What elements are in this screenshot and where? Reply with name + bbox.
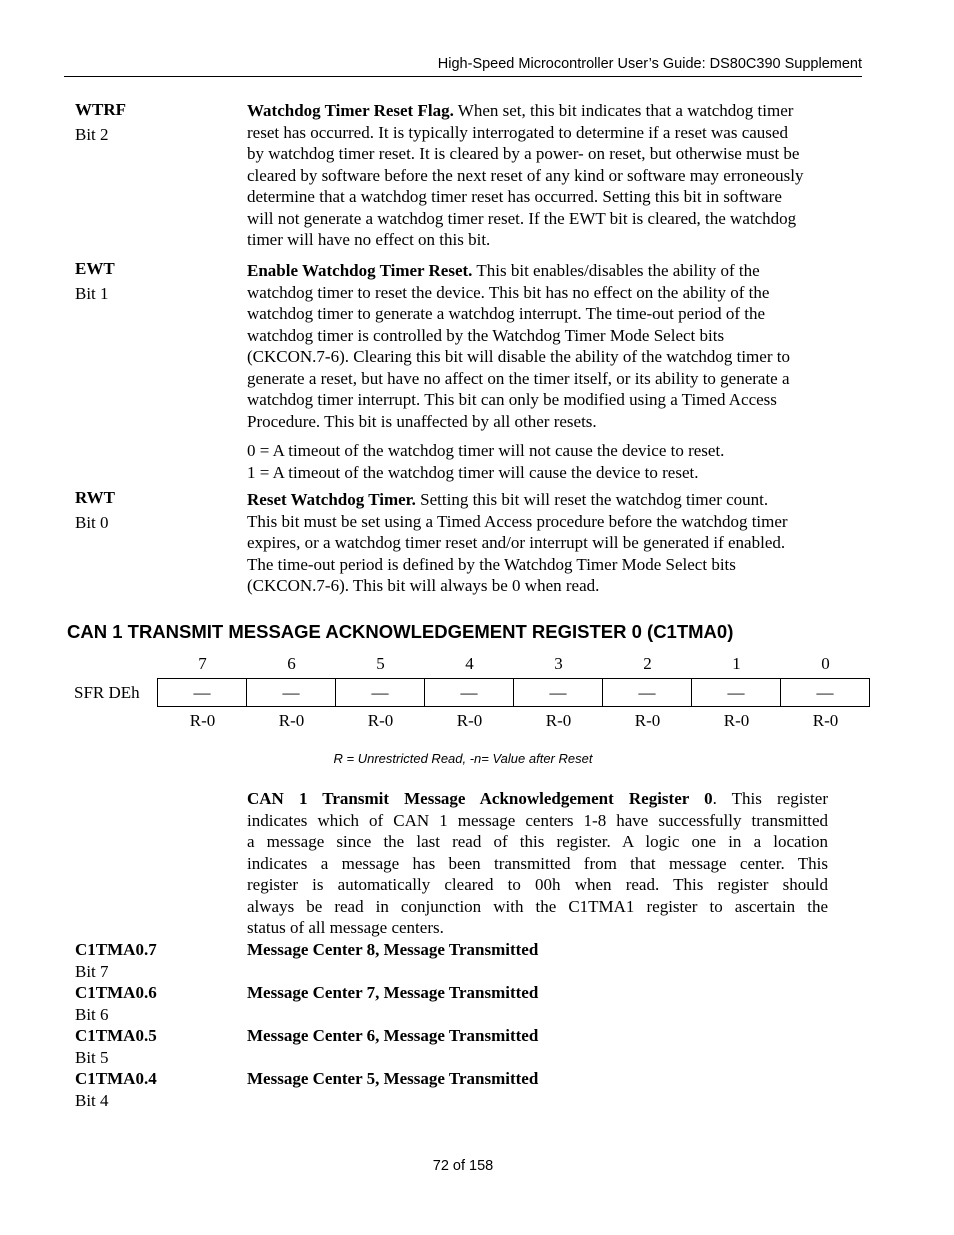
desc-line: The time-out period is defined by the Watchdog Timer Mode Select bits: [247, 554, 736, 574]
bit-name: EWT: [75, 259, 115, 278]
desc-line: This bit enables/disables the ability of the: [472, 261, 760, 280]
register-cell: —: [513, 679, 602, 706]
mc-name: C1TMA0.7: [75, 940, 157, 959]
desc-line: indicates a message has been transmitted from that message center. This: [247, 853, 828, 873]
desc-line: watchdog timer to generate a watchdog interrupt. The time-out period of the: [247, 304, 766, 323]
reset-value: R-0: [545, 711, 572, 730]
reset-value: R-0: [634, 711, 661, 730]
bit-number-3: 3: [554, 654, 563, 673]
bit-description: [247, 489, 863, 597]
desc-line: register is automatically cleared to 00h when read. This register should: [247, 875, 828, 894]
mc-name: C1TMA0.5: [75, 1026, 157, 1045]
bit-number-4: 4: [465, 654, 474, 673]
desc-line: determine that a watchdog timer reset has occurred. Setting this bit in software: [247, 187, 782, 206]
page-footer: [0, 1158, 954, 1174]
register-cell: —: [335, 679, 424, 706]
page-header: [64, 53, 862, 77]
bit-label: [75, 97, 235, 147]
desc-line: Setting this bit will reset the watchdog timer count.: [415, 490, 769, 509]
bit-title: Watchdog Timer Reset Flag.: [247, 101, 454, 120]
desc-line: by watchdog timer reset. It is cleared by a power- on reset, but otherwise must be: [247, 144, 800, 163]
register-cell: —: [691, 679, 780, 706]
desc-line: watchdog timer interrupt. This bit can only be modified using a Timed Access: [247, 390, 777, 409]
reset-value: R-0: [278, 711, 305, 730]
reset-value: R-0: [723, 711, 750, 730]
desc-line: Procedure. This bit is unaffected by all other resets.: [247, 411, 597, 431]
mc-name: C1TMA0.4: [75, 1069, 157, 1088]
mc-bit: Bit 4: [75, 1090, 109, 1110]
bit-label: [75, 485, 235, 535]
mc-desc: Message Center 7, Message Transmitted: [247, 983, 539, 1002]
desc-line: generate a reset, but have no affect on the timer itself, or its ability to generate a: [247, 368, 790, 388]
register-bit-numbers: [158, 653, 870, 675]
register-cell: —: [780, 679, 869, 706]
page-number: 72 of 158: [432, 1158, 494, 1174]
desc-line: When set, this bit indicates that a watchdog timer: [453, 101, 794, 120]
bit-number: Bit 0: [75, 513, 109, 532]
desc-line: will not generate a watchdog timer reset. If the EWT bit is cleared, the watchdog: [247, 208, 797, 228]
mc-bit: Bit 7: [75, 961, 109, 981]
register-desc-title: CAN 1 Transmit Message Acknowledgement Register 0: [247, 789, 713, 808]
desc-line: timer will have no effect on this bit.: [247, 230, 491, 249]
desc-line: reset has occurred. It is typically interrogated to determine if a reset was caused: [247, 122, 788, 142]
register-description: [247, 788, 828, 939]
desc-line: watchdog timer to reset the device. This bit has no effect on the ability of the: [247, 282, 770, 302]
desc-line: (CKCON.7-6). This bit will always be 0 when read.: [247, 576, 600, 595]
bit-number-2: 2: [643, 654, 652, 673]
desc-line: cleared by software before the next reset of any kind or software may erroneously: [247, 165, 804, 185]
bit-number: Bit 2: [75, 125, 109, 144]
reset-value: R-0: [189, 711, 216, 730]
legend-text: R = Unrestricted Read, -n= Value after Reset: [333, 751, 593, 766]
bit-description: [247, 260, 863, 483]
bit-name: RWT: [75, 488, 116, 507]
register-cell: —: [424, 679, 513, 706]
reset-value: R-0: [812, 711, 839, 730]
register-reset-values: [158, 710, 870, 732]
header-title: High-Speed Microcontroller User’s Guide: DS80C390 Supplement: [437, 56, 862, 72]
bit-title: Reset Watchdog Timer.: [247, 490, 416, 509]
mc-name: C1TMA0.6: [75, 983, 157, 1002]
mc-desc: Message Center 6, Message Transmitted: [247, 1026, 539, 1045]
bit-number-6: 6: [287, 654, 296, 673]
register-cell: —: [602, 679, 691, 706]
reset-value: R-0: [367, 711, 394, 730]
desc-line: watchdog timer is controlled by the Watchdog Timer Mode Select bits: [247, 325, 725, 345]
bit-number-0: 0: [821, 654, 830, 673]
desc-line: a message since the last read of this register. A logic one in a location: [247, 832, 828, 851]
bit-number-1: 1: [732, 654, 741, 673]
bit-title: Enable Watchdog Timer Reset.: [247, 261, 473, 280]
desc-line: . This register: [712, 789, 828, 808]
option-line: 0 = A timeout of the watchdog timer will not cause the device to reset.: [247, 441, 725, 460]
sfr-address: SFR DEh: [74, 683, 140, 702]
register-cell: —: [246, 679, 335, 706]
mc-desc: Message Center 8, Message Transmitted: [247, 940, 539, 959]
bit-number: Bit 1: [75, 284, 109, 303]
bit-number-7: 7: [198, 654, 207, 673]
desc-line: This bit must be set using a Timed Access procedure before the watchdog timer: [247, 511, 788, 531]
register-table: [157, 678, 870, 707]
bit-label: [75, 256, 235, 306]
reset-value: R-0: [456, 711, 483, 730]
mc-bit: Bit 5: [75, 1047, 109, 1067]
section-title: CAN 1 TRANSMIT MESSAGE ACKNOWLEDGEMENT REGISTER 0 (C1TMA0): [67, 621, 734, 642]
desc-line: (CKCON.7-6). Clearing this bit will disable the ability of the watchdog timer to: [247, 347, 790, 366]
register-cell: —: [193, 683, 211, 702]
bit-description: [247, 100, 863, 251]
bit-name: WTRF: [75, 100, 126, 119]
desc-line: always be read in conjunction with the C1TMA1 register to ascertain the: [247, 896, 828, 916]
desc-line: expires, or a watchdog timer reset and/or interrupt will be generated if enabled.: [247, 533, 786, 552]
option-line: 1 = A timeout of the watchdog timer will cause the device to reset.: [247, 462, 699, 482]
desc-line: status of all message centers.: [247, 918, 444, 937]
mc-bit: Bit 6: [75, 1004, 109, 1024]
desc-line: indicates which of CAN 1 message centers 1-8 have successfully transmitted: [247, 810, 828, 830]
mc-desc: Message Center 5, Message Transmitted: [247, 1069, 539, 1088]
bit-number-5: 5: [376, 654, 385, 673]
register-legend: [0, 751, 954, 766]
